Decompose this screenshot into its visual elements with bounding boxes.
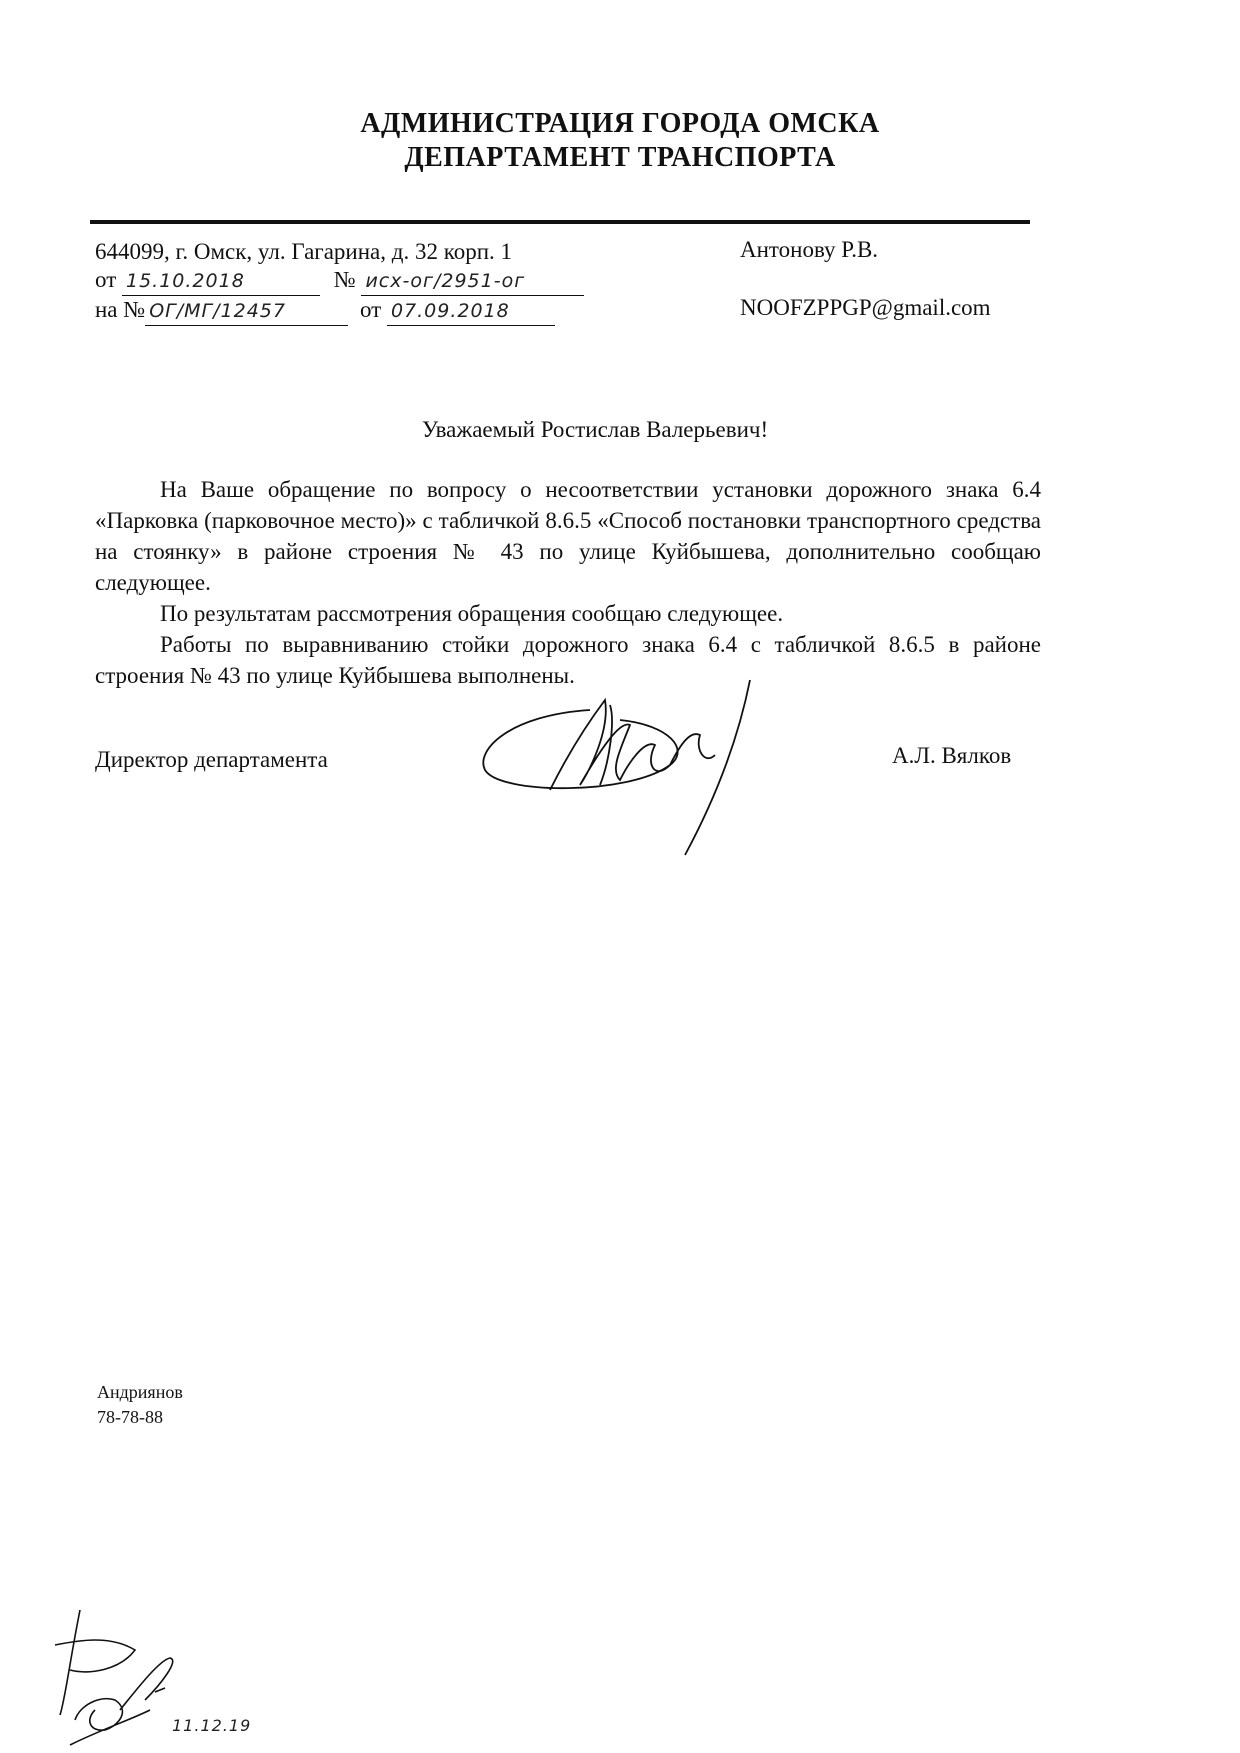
organization-name: АДМИНИСТРАЦИЯ ГОРОДА ОМСКА <box>360 108 880 139</box>
paragraph: По результатам рассмотрения обращения сообщаю следующее. <box>160 601 784 626</box>
visa-date: 11.12.19 <box>172 1716 252 1735</box>
outgoing-ref-line <box>95 266 584 296</box>
salutation: Уважаемый Ростислав Валерьевич! <box>421 417 769 442</box>
incoming-ref-line <box>95 296 555 326</box>
director-signature <box>470 670 770 860</box>
signer-position: Директор департамента <box>95 747 328 772</box>
paragraph: На Ваше обращение по вопросу о несоответствии установки дорожного знака 6.4 «Парковка (парковочное место)» с табличкой 8.6.5 «Способ постановки транспортного средства на стоянку» в районе строения № 43 по улице Куйбышева, дополнительно сообщаю следующее. <box>95 477 1041 595</box>
reply-label: на № <box>95 297 146 322</box>
signer-name: А.Л. Вялков <box>892 743 1012 768</box>
department-name: ДЕПАРТАМЕНТ ТРАНСПОРТА <box>404 142 836 173</box>
number-label: № <box>333 267 356 292</box>
recipient-name: Антонову Р.В. <box>740 237 879 262</box>
address: 644099, г. Омск, ул. Гагарина, д. 32 корп. 1 <box>95 239 513 264</box>
executor-name: Андриянов <box>97 1382 183 1402</box>
letter-body <box>95 474 1041 691</box>
reply-from-label: от <box>359 297 382 322</box>
incoming-date: 07.09.2018 <box>387 297 555 326</box>
executor-phone: 78-78-88 <box>97 1407 163 1427</box>
from-label: от <box>95 267 117 292</box>
header-divider <box>90 220 1030 224</box>
outgoing-date: 15.10.2018 <box>122 267 320 296</box>
recipient-email: NOOFZPPGP@gmail.com <box>740 295 991 320</box>
paragraph: Работы по выравниванию стойки дорожного знака 6.4 с табличкой 8.6.5 в районе строения № 43 по улице Куйбышева выполнены. <box>95 632 1041 688</box>
outgoing-number: исх-ог/2951-ог <box>361 267 584 296</box>
incoming-number: ОГ/МГ/12457 <box>145 297 348 326</box>
executor-block <box>97 1380 183 1430</box>
